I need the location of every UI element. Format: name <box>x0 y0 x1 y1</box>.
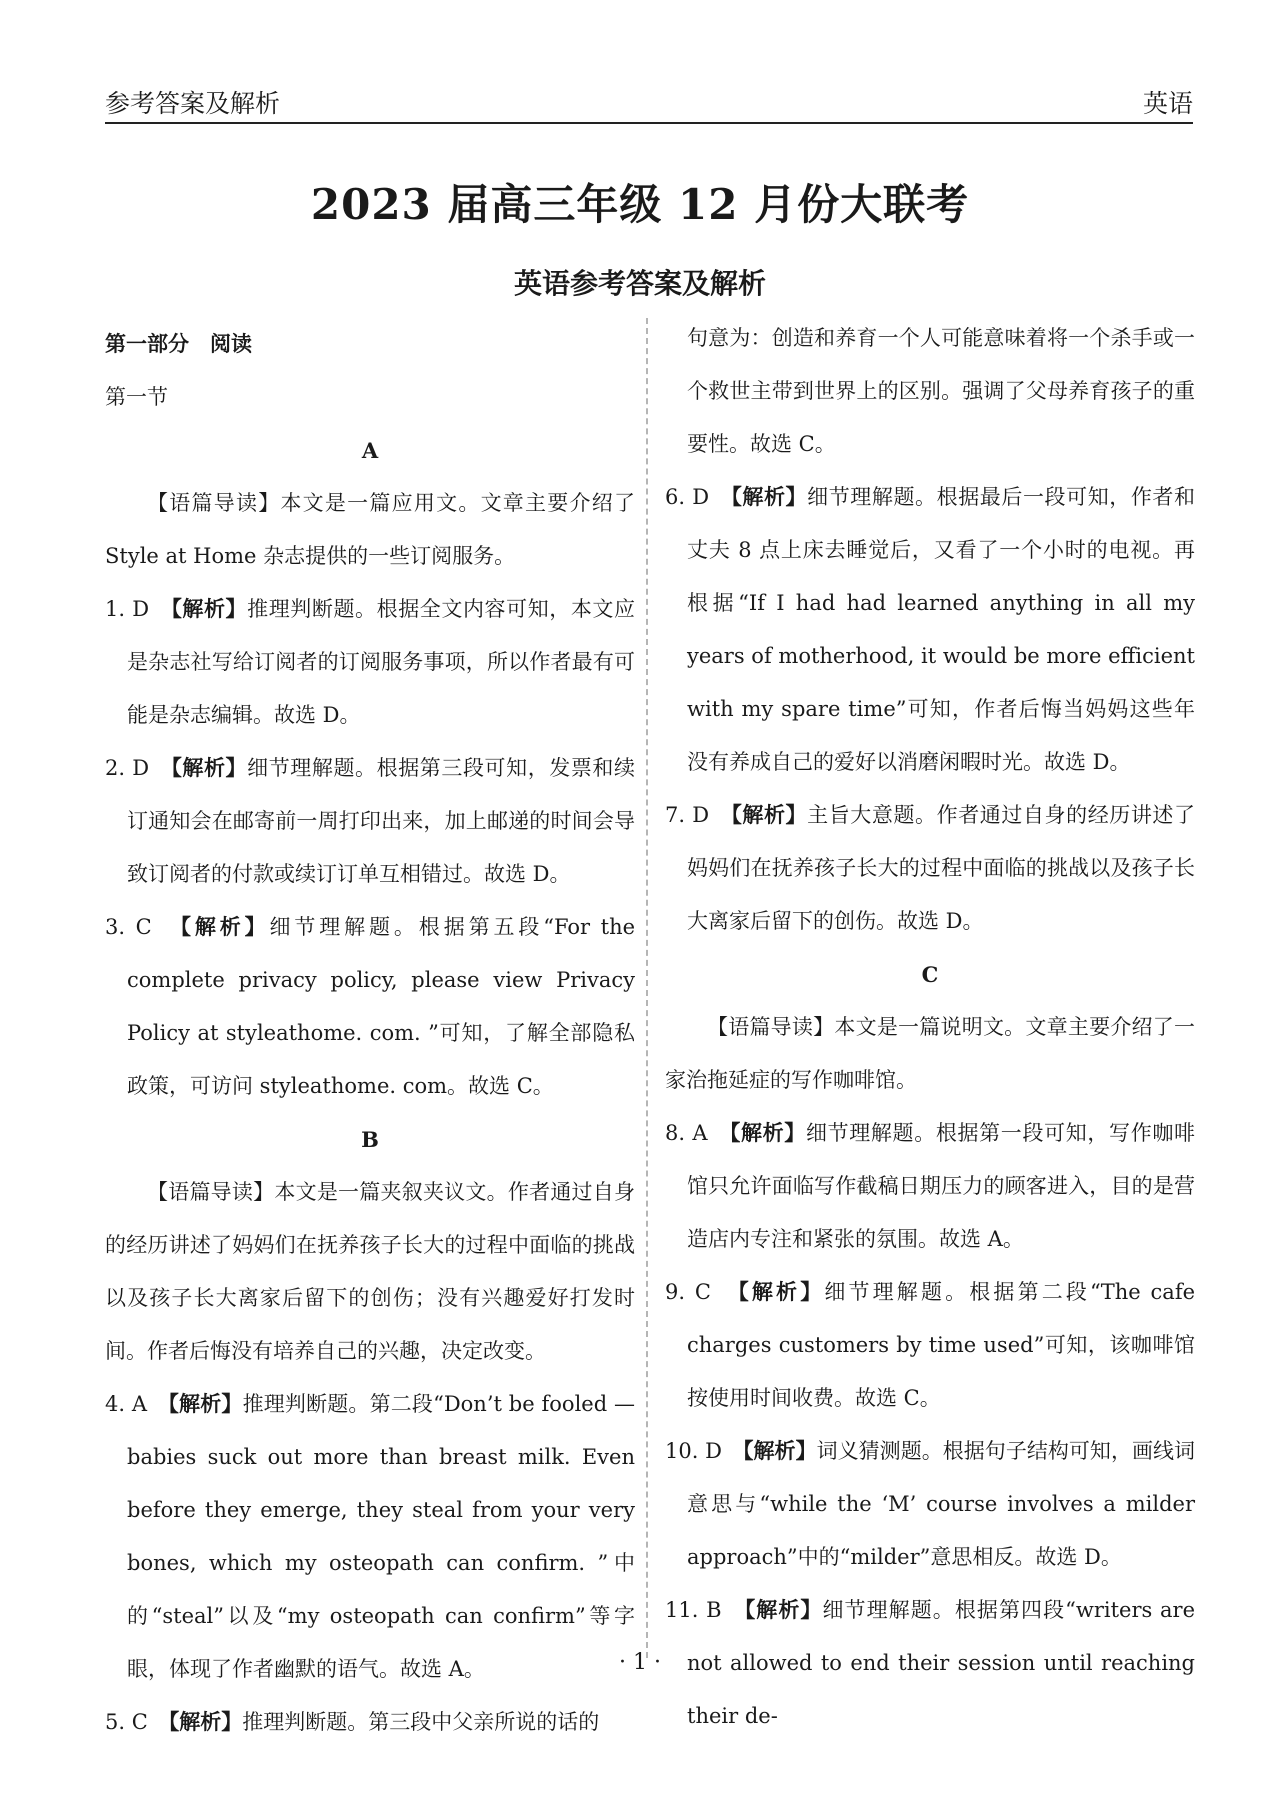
analysis-tag: 【解析】 <box>743 1439 817 1463</box>
passage-b-label: B <box>361 1127 379 1152</box>
answer-text: 细节理解题。根据第一段可知，写作咖啡馆只允许面临写作截稿日期压力的顾客进入，目的是营造店内专注和紧张的氛围。故选 A。 <box>687 1121 1196 1251</box>
passage-c-intro: 【语篇导读】本文是一篇说明文。文章主要介绍了一家治拖延症的写作咖啡馆。 <box>665 1015 1195 1092</box>
answer-number: 10. D <box>665 1439 722 1463</box>
part-heading: 第一部分 阅读 <box>105 332 252 356</box>
page-header <box>105 80 1193 124</box>
analysis-tag: 【解析】 <box>168 1710 243 1734</box>
answer-number: 7. D <box>665 803 710 827</box>
passage-a-label: A <box>361 438 379 463</box>
answer-item-6 <box>665 471 1195 789</box>
answer-5-continuation: 句意为：创造和养育一个人可能意味着将一个杀手或一个救世主带到世界上的区别。强调了父母养育孩子的重要性。故选 C。 <box>687 326 1195 456</box>
answer-text: 主旨大意题。作者通过自身的经历讲述了妈妈们在抚养孩子长大的过程中面临的挑战以及孩子长大离家后留下的创伤。故选 D。 <box>687 803 1196 933</box>
answer-item-2 <box>105 742 635 901</box>
answer-text: 词义猜测题。根据句子结构可知，画线词意思与“while the ‘M’ course involves a milder approach”中的“milder”意思相反。故选 D。 <box>687 1439 1196 1569</box>
answer-number: 8. A <box>665 1121 708 1145</box>
analysis-tag: 【解析】 <box>729 1121 806 1145</box>
answer-text: 推理判断题。第三段中父亲所说的话的 <box>242 1710 600 1734</box>
answer-item-10 <box>665 1425 1195 1584</box>
answer-text: 推理判断题。根据全文内容可知，本文应是杂志社写给订阅者的订阅服务事项，所以作者最有可能是杂志编辑。故选 D。 <box>127 597 636 727</box>
answer-number: 2. D <box>105 756 150 780</box>
answer-item-1 <box>105 583 635 742</box>
passage-c-label: C <box>921 962 939 987</box>
answer-item-9 <box>665 1266 1195 1425</box>
document-subtitle: 英语参考答案及解析 <box>513 267 766 300</box>
column-divider <box>646 318 648 1658</box>
passage-b-intro: 【语篇导读】本文是一篇夹叙夹议文。作者通过自身的经历讲述了妈妈们在抚养孩子长大的过程中面临的挑战以及孩子长大离家后留下的创伤；没有兴趣爱好打发时间。作者后悔没有培养自己的兴趣，决定改变。 <box>105 1180 635 1363</box>
header-subject: 英语 <box>1142 89 1193 118</box>
page-number: · 1 · <box>619 1650 661 1675</box>
left-column <box>105 318 635 1749</box>
header-left-text: 参考答案及解析 <box>105 89 281 118</box>
analysis-tag: 【解析】 <box>168 1392 243 1416</box>
answer-text: 推理判断题。第二段“Don’t be fooled — babies suck out more than breast milk. Even before they emerge, they steal from your very bones, which my osteopath can confirm. ”中的“steal”以及“my osteopath can confirm”等字眼，体现了作者幽默的语气。故选 A。 <box>127 1392 635 1681</box>
analysis-tag: 【解析】 <box>171 597 248 621</box>
answer-item-8 <box>665 1107 1195 1266</box>
analysis-tag: 【解析】 <box>744 1598 823 1622</box>
analysis-tag: 【解析】 <box>731 803 808 827</box>
answer-number: 3. C <box>105 915 152 939</box>
analysis-tag: 【解析】 <box>180 915 270 939</box>
answer-number: 4. A <box>105 1392 148 1416</box>
answer-number: 9. C <box>665 1280 711 1304</box>
analysis-tag: 【解析】 <box>738 1280 825 1304</box>
document-title: 2023 届高三年级 12 月份大联考 <box>310 180 970 229</box>
answer-number: 5. C <box>105 1710 148 1734</box>
answer-item-5 <box>105 1696 635 1749</box>
answer-text: 细节理解题。根据第三段可知，发票和续订通知会在邮寄前一周打印出来，加上邮递的时间会导致订阅者的付款或续订订单互相错过。故选 D。 <box>127 756 636 886</box>
answer-number: 1. D <box>105 597 150 621</box>
answer-text: 细节理解题。根据第二段“The cafe charges customers by time used”可知，该咖啡馆按使用时间收费。故选 C。 <box>687 1280 1196 1410</box>
passage-a-intro: 【语篇导读】本文是一篇应用文。文章主要介绍了 Style at Home 杂志提供的一些订阅服务。 <box>105 491 635 568</box>
answer-item-4 <box>105 1378 635 1696</box>
answer-text: 细节理解题。根据第五段“For the complete privacy policy, please view Privacy Policy at styleathome. com. ”可知，了解全部隐私政策，可访问 styleathome. com。故选 C。 <box>127 915 636 1098</box>
section-heading: 第一节 <box>105 385 168 409</box>
right-column <box>665 312 1195 1743</box>
answer-number: 6. D <box>665 485 710 509</box>
answer-item-3 <box>105 901 635 1113</box>
analysis-tag: 【解析】 <box>171 756 248 780</box>
answer-item-7 <box>665 789 1195 948</box>
answer-number: 11. B <box>665 1598 722 1622</box>
answer-text: 细节理解题。根据第四段“writers are not allowed to end their session until reaching their de- <box>687 1598 1196 1728</box>
analysis-tag: 【解析】 <box>731 485 808 509</box>
answer-text: 细节理解题。根据最后一段可知，作者和丈夫 8 点上床去睡觉后，又看了一个小时的电视。再根据“If I had had learned anything in all my years of motherhood, it would be more efficient with my spare time”可知，作者后悔当妈妈这些年没有养成自己的爱好以消磨闲暇时光。故选 D。 <box>687 485 1196 774</box>
